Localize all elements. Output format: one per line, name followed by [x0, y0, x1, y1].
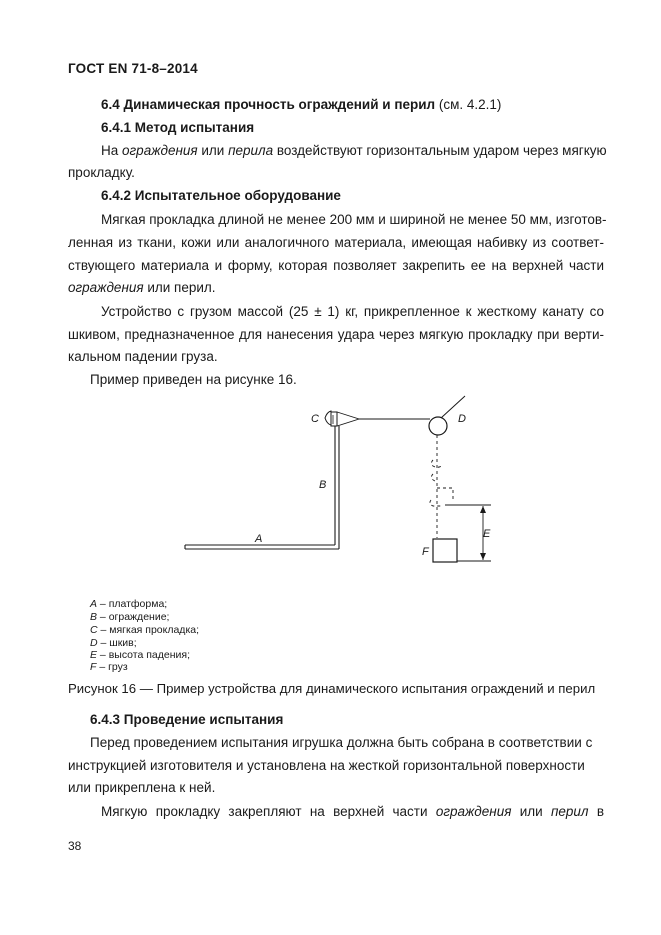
legend-key: D: [90, 637, 98, 649]
legend-item-d: [90, 637, 137, 649]
section-6-4-title: 6.4 Динамическая прочность ограждений и перил: [101, 97, 436, 112]
label-f: F: [422, 546, 429, 558]
text-run-italic: ограждения: [435, 804, 512, 819]
legend-key: C: [90, 624, 98, 636]
section-6-4-2-p1-line-3: ствующего материала и форму, которая позволяет закрепить ее на верхней части: [68, 258, 604, 273]
legend-text: – шкив;: [97, 637, 137, 649]
section-6-4-2-p2-line-1: Устройство с грузом массой (25 ± 1) кг, прикрепленное к жесткому канату со: [101, 304, 604, 319]
label-a: A: [255, 533, 263, 545]
figure-16-caption: Рисунок 16 — Пример устройства для динамического испытания ограждений и перил: [68, 681, 596, 696]
text-run: в: [588, 804, 604, 819]
legend-item-a: [90, 598, 167, 610]
fall-trajectory: [430, 435, 453, 538]
section-6-4-heading: [101, 97, 501, 112]
text-run-italic: ограждения: [68, 280, 144, 295]
soft-pad-c: [325, 411, 359, 426]
label-e: E: [483, 528, 491, 540]
section-6-4-3-line-2: инструкцией изготовителя и установлена на жесткой горизонтальной поверхности: [68, 758, 585, 773]
label-c: C: [311, 413, 319, 425]
section-6-4-1-line-2: прокладку.: [68, 165, 135, 180]
legend-text: – ограждение;: [97, 611, 170, 623]
page-number: 38: [68, 839, 82, 853]
section-6-4-ref: (см. 4.2.1): [438, 97, 502, 112]
legend-text: – платформа;: [97, 598, 168, 610]
figure-16-drawing: [175, 388, 491, 578]
legend-key: B: [90, 611, 98, 623]
legend-key: A: [90, 598, 98, 610]
section-6-4-3-line-1: Перед проведением испытания игрушка должна быть собрана в соответствии с: [90, 735, 593, 750]
section-6-4-3-title: 6.4.3 Проведение испытания: [90, 712, 284, 727]
label-d: D: [458, 413, 466, 425]
legend-item-c: [90, 624, 199, 636]
text-run: Мягкую прокладку закрепляют на верхней части: [101, 804, 436, 819]
section-6-4-2-title: 6.4.2 Испытательное оборудование: [101, 188, 341, 203]
label-b: B: [319, 479, 327, 491]
legend-key: E: [90, 649, 98, 661]
platform-a: [185, 545, 339, 549]
section-6-4-2-p2-line-2: шкивом, предназначенное для нанесения удара через мягкую прокладку при верти-: [68, 327, 604, 342]
section-6-4-2-p1-line-2: ленная из ткани, кожи или аналогичного материала, имеющая набивку из соответ-: [68, 235, 604, 250]
section-6-4-3-line-4: [101, 804, 604, 819]
text-run: воздействуют горизонтальным ударом через мягкую: [273, 143, 607, 158]
section-6-4-3-line-3: или прикреплена к ней.: [68, 780, 216, 795]
text-run: или: [511, 804, 551, 819]
section-6-4-2-p3: Пример приведен на рисунке 16.: [90, 372, 297, 387]
section-6-4-2-p1-line-1: Мягкая прокладка длиной не менее 200 мм и шириной не менее 50 мм, изготов-: [101, 212, 607, 227]
section-6-4-1-line-1: [101, 143, 607, 158]
section-6-4-2-p1-line-4: [68, 280, 604, 295]
text-run: или: [197, 143, 229, 158]
text-run-italic: перила: [228, 143, 274, 158]
text-run-italic: перил: [550, 804, 589, 819]
document-code-header: ГОСТ EN 71-8–2014: [68, 61, 198, 76]
legend-item-f: [90, 661, 128, 673]
section-6-4-1-title: 6.4.1 Метод испытания: [101, 120, 255, 135]
legend-text: – высота падения;: [97, 649, 190, 661]
text-run-italic: ограждения: [122, 143, 198, 158]
weight-f: [433, 539, 457, 562]
section-6-4-2-p2-line-3: кальном падении груза.: [68, 349, 218, 364]
barrier-b: [335, 426, 339, 549]
text-run: На: [101, 143, 123, 158]
legend-text: – груз: [96, 661, 128, 673]
legend-item-e: [90, 649, 190, 661]
legend-key: F: [90, 661, 97, 673]
text-run: или перил.: [143, 280, 216, 295]
legend-text: – мягкая прокладка;: [97, 624, 200, 636]
legend-item-b: [90, 611, 169, 623]
